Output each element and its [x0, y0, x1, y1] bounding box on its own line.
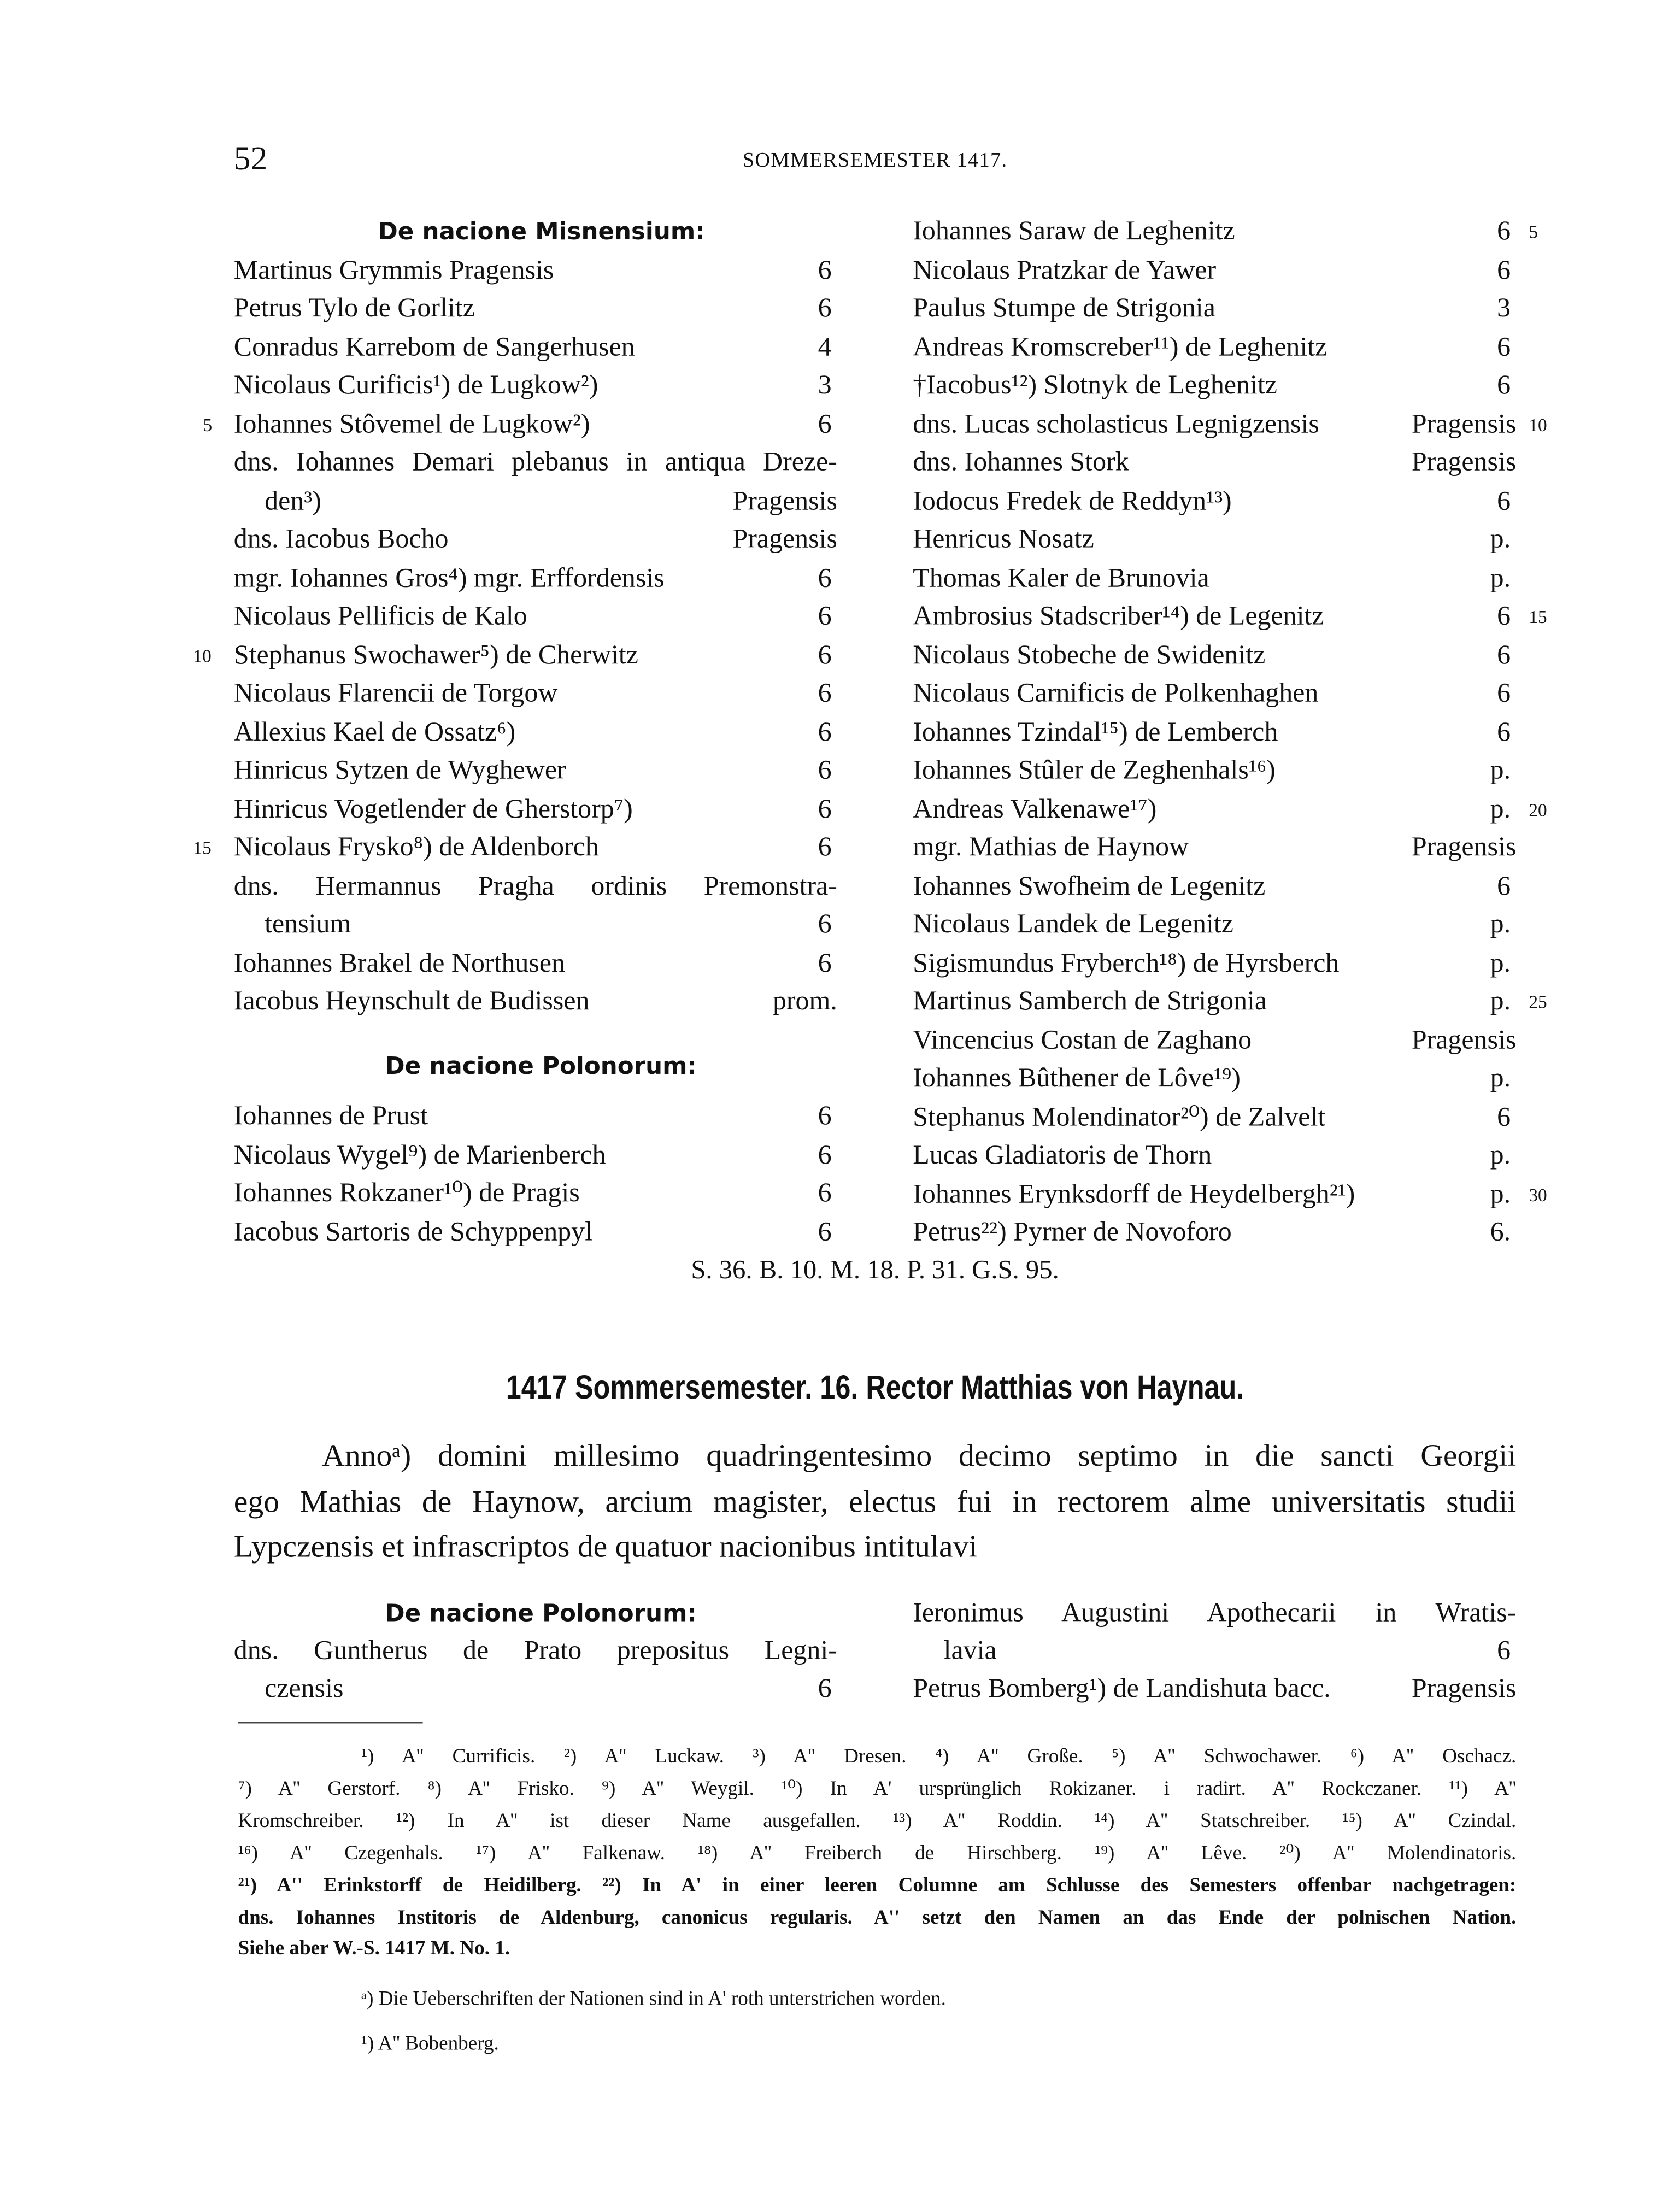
entry-value: Pragensis	[1411, 1025, 1517, 1055]
list-entry	[234, 869, 837, 906]
list-entry	[234, 753, 837, 790]
entry-value: 6	[818, 1674, 832, 1704]
line-number: 5	[1529, 221, 1538, 243]
list-entry	[913, 214, 1516, 251]
entry-name: Lucas Gladiatoris de Thorn	[913, 1141, 1212, 1171]
list-entry	[234, 330, 837, 366]
line-number: 15	[1529, 606, 1547, 627]
list-entry	[913, 1634, 1516, 1671]
entry-value: 6	[1497, 640, 1511, 670]
line-number: 10	[193, 644, 212, 666]
list-entry	[913, 1215, 1516, 1252]
entry-name: Sigismundus Fryberch¹⁸) de Hyrsberch	[913, 948, 1340, 978]
list-entry	[913, 1596, 1516, 1632]
entry-name: Stephanus Molendinator²⁰) de Zalvelt	[913, 1102, 1326, 1132]
entry-name: mgr. Mathias de Haynow	[913, 833, 1189, 863]
entry-value: 6	[1497, 332, 1511, 362]
footnote-line: Siehe aber W.-S. 1417 M. No. 1.	[238, 1937, 510, 1960]
entry-name: tensium	[265, 910, 351, 939]
entry-value: 3	[818, 371, 832, 401]
list-entry	[234, 561, 837, 597]
entry-name: Henricus Nosatz	[913, 525, 1094, 555]
list-entry	[913, 715, 1516, 751]
entry-value: 6	[818, 563, 832, 593]
list-entry	[234, 830, 837, 867]
footnote-line: ²¹) A'' Erinkstorff de Heidilberg. ²²) In A' in einer leeren Columne am Schlusse des Semesters offenbar nachgetragen:	[238, 1875, 1517, 1897]
list-entry	[234, 1672, 837, 1708]
entry-value: 6	[1497, 371, 1511, 401]
entry-value: 4	[818, 332, 832, 362]
entry-value: p.	[1490, 1141, 1511, 1171]
paragraph-line: Annoᵃ) domini millesimo quadringentesimo decimo septimo in die sancti Georgii	[322, 1437, 1517, 1473]
entry-name: †Iacobus¹²) Slotnyk de Leghenitz	[913, 371, 1277, 401]
entry-value: p.	[1490, 525, 1511, 555]
entry-name: dns. Guntherus de Prato prepositus Legni-	[233, 1636, 837, 1666]
entry-value: 6	[818, 948, 832, 978]
entry-name: Nicolaus Wygel⁹) de Marienberch	[233, 1140, 606, 1170]
footnote-line: ¹⁶) A'' Czegenhals. ¹⁷) A'' Falkenaw. ¹⁸) A'' Freiberch de Hirschberg. ¹⁹) A'' Lêve. ²⁰) A'' Molendinatoris.	[238, 1842, 1517, 1865]
list-entry	[234, 1634, 837, 1671]
entry-name: Stephanus Swochawer⁵) de Cherwitz	[233, 640, 638, 670]
entry-name: Nicolaus Curificis¹) de Lugkow²)	[233, 371, 598, 401]
entry-name: Andreas Valkenawe¹⁷)	[913, 794, 1157, 824]
entry-name: Nicolaus Pellificis de Kalo	[233, 602, 527, 632]
summary-totals: S. 36. B. 10. M. 18. P. 31. G.S. 95.	[691, 1255, 1059, 1285]
running-head: SOMMERSEMESTER 1417.	[742, 150, 1008, 173]
list-entry	[913, 676, 1516, 713]
list-entry	[234, 252, 837, 289]
list-entry	[913, 830, 1516, 867]
list-entry	[913, 1100, 1516, 1136]
line-number: 20	[1529, 798, 1547, 820]
entry-name: Iohannes Bûthener de Lôve¹⁹)	[913, 1064, 1241, 1094]
entry-name: Nicolaus Landek de Legenitz	[913, 910, 1233, 939]
entry-value: 6	[1497, 602, 1511, 632]
entry-value: 6	[818, 640, 832, 670]
entry-name: Iacobus Sartoris de Schyppenpyl	[233, 1218, 593, 1248]
list-entry	[913, 291, 1516, 328]
entry-name: mgr. Iohannes Gros⁴) mgr. Erffordensis	[233, 563, 665, 593]
paragraph-line: Lypczensis et infrascriptos de quatuor nacionibus intitulavi	[233, 1529, 978, 1564]
entry-value: p.	[1490, 948, 1511, 978]
entry-name: Petrus²²) Pyrner de Novoforo	[913, 1218, 1232, 1248]
entry-name: Hinricus Sytzen de Wyghewer	[233, 756, 566, 786]
entry-value: 6	[1497, 1102, 1511, 1132]
entry-value: 6	[818, 602, 832, 632]
footnote-line: Kromschreiber. ¹²) In A'' ist dieser Name ausgefallen. ¹³) A'' Roddin. ¹⁴) A'' Statschreiber. ¹⁵) A'' Czindal.	[238, 1810, 1517, 1833]
entry-name: Iohannes Swofheim de Legenitz	[913, 871, 1266, 901]
entry-value: 6.	[1490, 1218, 1511, 1248]
entry-value: Pragensis	[732, 486, 837, 516]
entry-name: dns. Iacobus Bocho	[233, 525, 449, 555]
list-entry	[234, 945, 837, 982]
list-entry	[913, 638, 1516, 674]
list-entry	[913, 330, 1516, 366]
entry-name: Thomas Kaler de Brunovia	[913, 563, 1209, 593]
entry-name: dns. Iohannes Demari plebanus in antiqua Dreze-	[233, 448, 837, 478]
entry-name: Iohannes Tzindal¹⁵) de Lemberch	[913, 717, 1278, 747]
entry-value: 6	[1497, 1636, 1511, 1666]
entry-value: Pragensis	[1411, 409, 1517, 439]
list-entry	[913, 252, 1516, 289]
entry-value: Pragensis	[1411, 448, 1517, 478]
list-entry	[913, 869, 1516, 906]
entry-name: lavia	[943, 1636, 997, 1666]
entry-name: Andreas Kromscreber¹¹) de Leghenitz	[913, 332, 1327, 362]
line-number: 10	[1529, 413, 1547, 435]
entry-name: czensis	[265, 1674, 344, 1704]
entry-name: Iohannes Brakel de Northusen	[233, 948, 566, 978]
entry-value: 6	[1497, 717, 1511, 747]
entry-name: Vincencius Costan de Zaghano	[913, 1025, 1252, 1055]
nation-heading-polonorum-2: De nacione Polonorum:	[385, 1600, 697, 1629]
entry-name: Iodocus Fredek de Reddyn¹³)	[913, 486, 1232, 516]
entry-name: Iacobus Heynschult de Budissen	[233, 986, 590, 1017]
entry-name: dns. Lucas scholasticus Legnigzensis	[913, 409, 1319, 439]
list-entry	[913, 907, 1516, 944]
entry-value: 6	[818, 1102, 832, 1131]
list-entry	[913, 1177, 1516, 1213]
list-entry	[913, 561, 1516, 597]
entry-name: Iohannes Rokzaner¹⁰) de Pragis	[233, 1179, 580, 1209]
nation-heading-polonorum: De nacione Polonorum:	[385, 1053, 697, 1081]
entry-value: p.	[1490, 986, 1511, 1017]
entry-name: Ambrosius Stadscriber¹⁴) de Legenitz	[913, 602, 1324, 632]
list-entry	[913, 407, 1516, 443]
entry-value: 6	[1497, 486, 1511, 516]
list-entry	[913, 522, 1516, 559]
list-entry	[234, 715, 837, 751]
entry-value: 6	[818, 1218, 832, 1248]
list-entry	[913, 1672, 1516, 1708]
entry-value: p.	[1490, 794, 1511, 824]
list-entry	[234, 1177, 837, 1213]
entry-value: Pragensis	[1411, 833, 1517, 863]
list-entry	[913, 1023, 1516, 1059]
entry-name: Iohannes de Prust	[233, 1102, 428, 1131]
entry-value: 6	[818, 679, 832, 709]
entry-value: 6	[818, 409, 832, 439]
entry-value: prom.	[772, 986, 837, 1017]
entry-name: Martinus Samberch de Strigonia	[913, 986, 1267, 1017]
list-entry	[234, 676, 837, 713]
list-entry	[234, 907, 837, 944]
list-entry	[234, 792, 837, 829]
entry-name: Nicolaus Pratzkar de Yawer	[913, 255, 1217, 285]
list-entry	[234, 1099, 837, 1136]
entry-value: p.	[1490, 756, 1511, 786]
list-entry	[234, 368, 837, 405]
entry-value: 6	[818, 255, 832, 285]
list-entry	[234, 1138, 837, 1174]
page-number: 52	[233, 141, 268, 178]
entry-value: 6	[818, 756, 832, 786]
line-number: 15	[193, 837, 212, 859]
entry-name: Hinricus Vogetlender de Gherstorp⁷)	[233, 794, 633, 824]
entry-name: Iohannes Stôvemel de Lugkow²)	[233, 409, 590, 439]
list-entry	[234, 407, 837, 443]
list-entry	[234, 445, 837, 482]
entry-value: 6	[1497, 217, 1511, 246]
entry-value: 6	[818, 794, 832, 824]
list-entry	[234, 599, 837, 636]
entry-name: Paulus Stumpe de Strigonia	[913, 293, 1215, 324]
entry-value: 6	[1497, 871, 1511, 901]
entry-value: Pragensis	[732, 525, 837, 555]
entry-name: Petrus Bomberg¹) de Landishuta bacc.	[913, 1674, 1331, 1704]
footnote-rule	[238, 1722, 422, 1724]
entry-value: 6	[818, 910, 832, 939]
line-number: 30	[1529, 1183, 1547, 1205]
entry-name: Iohannes Erynksdorff de Heydelbergh²¹)	[913, 1179, 1355, 1209]
line-number: 25	[1529, 991, 1547, 1013]
list-entry	[913, 484, 1516, 520]
list-entry	[234, 484, 837, 520]
entry-value: 6	[818, 1179, 832, 1209]
footnote-1: ¹) A'' Bobenberg.	[361, 2032, 499, 2055]
list-entry	[913, 792, 1516, 829]
entry-value: p.	[1490, 563, 1511, 593]
entry-name: Conradus Karrebom de Sangerhusen	[233, 332, 635, 362]
list-entry	[234, 291, 837, 328]
entry-value: p.	[1490, 910, 1511, 939]
list-entry	[913, 368, 1516, 405]
line-number: 5	[203, 413, 213, 435]
section-title: 1417 Sommersemester. 16. Rector Matthias von Haynau.	[506, 1369, 1244, 1407]
entry-value: p.	[1490, 1064, 1511, 1094]
footnote-a: ᵃ) Die Ueberschriften der Nationen sind in A' roth unterstrichen worden.	[361, 1988, 946, 2011]
nation-heading-misnensium: De nacione Misnensium:	[378, 218, 705, 246]
entry-value: 6	[818, 293, 832, 324]
list-entry	[234, 522, 837, 559]
entry-value: 3	[1497, 293, 1511, 324]
list-entry	[913, 445, 1516, 482]
list-entry	[913, 984, 1516, 1021]
entry-value: Pragensis	[1411, 1674, 1517, 1704]
entry-name: Iohannes Saraw de Leghenitz	[913, 217, 1235, 246]
entry-name: dns. Iohannes Stork	[913, 448, 1129, 478]
list-entry	[913, 599, 1516, 636]
entry-value: p.	[1490, 1179, 1511, 1209]
entry-value: 6	[1497, 679, 1511, 709]
entry-name: Nicolaus Flarencii de Torgow	[233, 679, 558, 709]
entry-name: Allexius Kael de Ossatz⁶)	[233, 717, 516, 747]
footnote-line: ¹) A'' Currificis. ²) A'' Luckaw. ³) A'' Dresen. ⁴) A'' Große. ⁵) A'' Schwochawer. ⁶) A'' Oschacz.	[361, 1746, 1517, 1769]
entry-name: den³)	[265, 486, 321, 516]
paragraph-line: ego Mathias de Haynow, arcium magister, electus fui in rectorem alme universitatis studii	[233, 1484, 1517, 1519]
entry-name: Nicolaus Carnificis de Polkenhaghen	[913, 679, 1319, 709]
entry-name: dns. Hermannus Pragha ordinis Premonstra-	[233, 871, 837, 901]
footnote-line: dns. Iohannes Institoris de Aldenburg, canonicus regularis. A'' setzt den Namen an das Ende der polnischen Nation.	[238, 1907, 1517, 1930]
entry-value: 6	[818, 1140, 832, 1170]
list-entry	[913, 1138, 1516, 1175]
entry-name: Petrus Tylo de Gorlitz	[233, 293, 475, 324]
entry-value: 6	[818, 717, 832, 747]
list-entry	[913, 945, 1516, 982]
list-entry	[234, 984, 837, 1021]
entry-name: Iohannes Stûler de Zeghenhals¹⁶)	[913, 756, 1276, 786]
entry-value: 6	[818, 833, 832, 863]
entry-name: Martinus Grymmis Pragensis	[233, 255, 554, 285]
entry-name: Ieronimus Augustini Apothecarii in Wratis-	[913, 1599, 1517, 1629]
footnote-line: ⁷) A'' Gerstorf. ⁸) A'' Frisko. ⁹) A'' Weygil. ¹⁰) In A' ursprünglich Rokizaner. i radirt. A'' Rockczaner. ¹¹) A''	[238, 1778, 1517, 1801]
list-entry	[913, 1061, 1516, 1098]
entry-name: Nicolaus Stobeche de Swidenitz	[913, 640, 1266, 670]
list-entry	[913, 753, 1516, 790]
list-entry	[234, 1215, 837, 1252]
entry-value: 6	[1497, 255, 1511, 285]
list-entry	[234, 638, 837, 674]
entry-name: Nicolaus Frysko⁸) de Aldenborch	[233, 833, 599, 863]
